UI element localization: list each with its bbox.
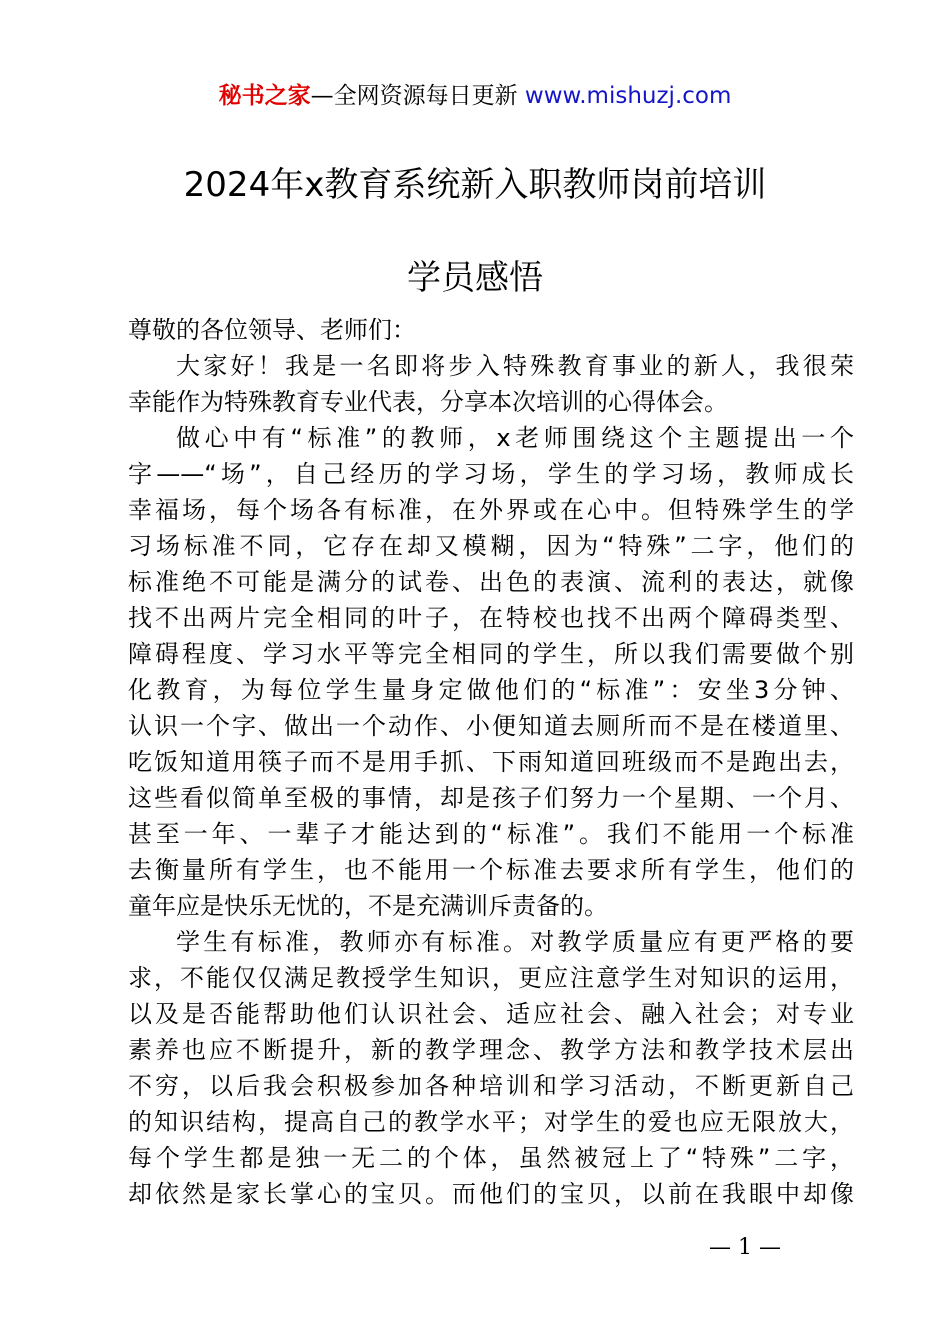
document-title-line-1: 2024年x教育系统新入职教师岗前培训 (183, 165, 767, 205)
salutation: 尊敬的各位领导、老师们： (128, 316, 416, 344)
body-line: 认识一个字、做出一个动作、小便知道去厕所而不是在楼道里、 (128, 712, 854, 740)
body-line: 却依然是家长掌心的宝贝。而他们的宝贝，以前在我眼中却像 (128, 1180, 854, 1208)
body-line: 障碍程度、学习水平等完全相同的学生，所以我们需要做个别 (128, 640, 854, 668)
body-line: 甚至一年、一辈子才能达到的“标准”。我们不能用一个标准 (128, 820, 854, 848)
body-line: 求，不能仅仅满足教授学生知识，更应注意学生对知识的运用， (128, 964, 854, 992)
body-line: 化教育，为每位学生量身定做他们的“标准”：安坐3分钟、 (128, 676, 854, 704)
body-line: 标准绝不可能是满分的试卷、出色的表演、流利的表达，就像 (128, 568, 854, 596)
document-title-line-2: 学员感悟 (407, 258, 543, 298)
body-line: 学生有标准，教师亦有标准。对教学质量应有更严格的要 (176, 928, 854, 956)
body-line: 素养也应不断提升，新的教学理念、教学方法和教学技术层出 (128, 1036, 854, 1064)
body-line: 找不出两片完全相同的叶子，在特校也找不出两个障碍类型、 (128, 604, 854, 632)
site-header-banner (0, 80, 950, 112)
site-tagline: —全网资源每日更新 (310, 83, 525, 109)
body-line: 大家好！我是一名即将步入特殊教育事业的新人，我很荣 (176, 352, 854, 380)
body-line: 不穷，以后我会积极参加各种培训和学习活动，不断更新自己 (128, 1072, 854, 1100)
body-line: 幸福场，每个场各有标准，在外界或在心中。但特殊学生的学 (128, 496, 854, 524)
body-line: 以及是否能帮助他们认识社会、适应社会、融入社会；对专业 (128, 1000, 854, 1028)
site-brand-name: 秘书之家 (218, 83, 311, 109)
body-line: 吃饭知道用筷子而不是用手抓、下雨知道回班级而不是跑出去， (128, 748, 854, 776)
body-line: 字——“场”，自己经历的学习场，学生的学习场，教师成长 (128, 460, 854, 488)
body-line: 这些看似简单至极的事情，却是孩子们努力一个星期、一个月、 (128, 784, 854, 812)
body-line: 做心中有“标准”的教师，x老师围绕这个主题提出一个 (176, 424, 854, 452)
body-line: 习场标准不同，它存在却又模糊，因为“特殊”二字，他们的 (128, 532, 854, 560)
body-line: 童年应是快乐无忧的，不是充满训斥责备的。 (128, 892, 608, 920)
page-number: — 1 — (709, 1235, 781, 1260)
site-url-link[interactable]: www.mishuzj.com (524, 83, 732, 109)
body-line: 每个学生都是独一无二的个体，虽然被冠上了“特殊”二字， (128, 1144, 854, 1172)
body-line: 去衡量所有学生，也不能用一个标准去要求所有学生，他们的 (128, 856, 854, 884)
body-line: 的知识结构，提高自己的教学水平；对学生的爱也应无限放大， (128, 1108, 854, 1136)
body-line: 幸能作为特殊教育专业代表，分享本次培训的心得体会。 (128, 388, 728, 416)
